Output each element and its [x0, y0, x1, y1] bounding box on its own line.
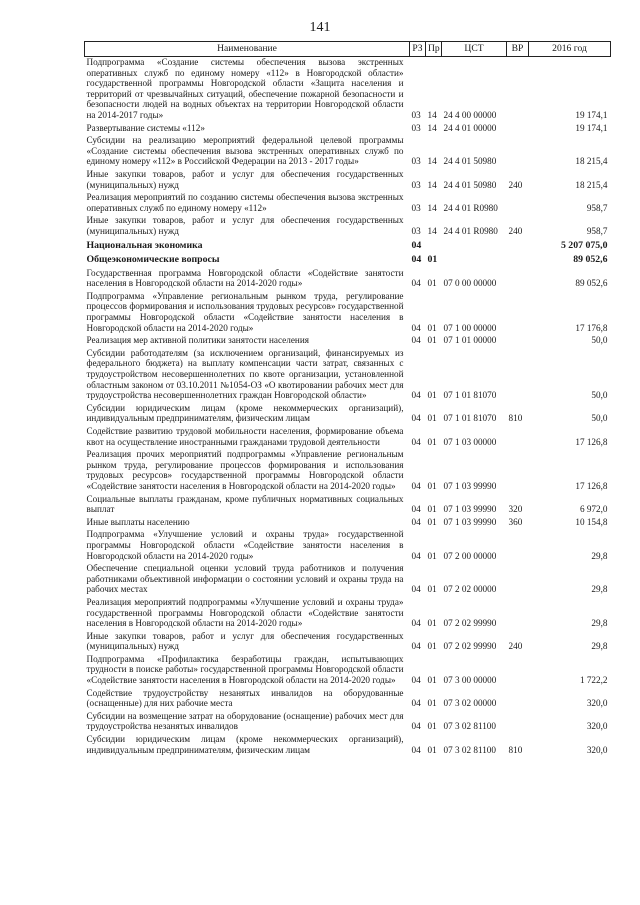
cell-sum: 29,8	[591, 641, 608, 652]
cell-cst	[442, 253, 507, 268]
cell-name: Социальные выплаты гражданам, кроме публичных нормативных социальных выплат	[86, 493, 404, 515]
cell-sum: 5 207 075,0	[560, 239, 608, 251]
cell-rz: 03	[411, 179, 421, 190]
cell-vr: 240	[508, 179, 523, 190]
cell-sum: 29,8	[591, 584, 608, 595]
cell-sum: 958,7	[586, 225, 608, 236]
cell-cst: 24 4 01 R0980	[443, 202, 498, 213]
cell-rz: 04	[411, 278, 421, 289]
cell-rz: 03	[411, 122, 421, 133]
cell-sum: 18 215,4	[575, 179, 608, 190]
cell-cst: 07 2 00 00000	[443, 550, 497, 561]
table-row	[85, 563, 611, 597]
cell-name: Национальная экономика	[86, 239, 203, 251]
cell-rz: 04	[411, 335, 421, 346]
table-row	[85, 192, 611, 215]
table-row	[85, 734, 611, 757]
cell-vr	[507, 348, 529, 403]
table-row	[85, 711, 611, 734]
table-row	[85, 597, 611, 631]
cell-rz: 04	[411, 322, 421, 333]
cell-vr	[507, 57, 529, 123]
cell-cst: 07 1 00 00000	[443, 322, 497, 333]
cell-name: Содействие развитию трудовой мобильности населения, формирование объема квот на осуществление иностранными гражданами трудовой деятельности	[86, 426, 404, 447]
cell-name: Иные закупки товаров, работ и услуг для обеспечения государственных (муниципальных) нужд	[86, 630, 404, 652]
cell-name: Развертывание системы «112»	[86, 122, 205, 133]
cell-rz: 04	[411, 698, 421, 709]
cell-name: Субсидии на возмещение затрат на оборудование (оснащение) рабочих мест для трудоустройства незанятых инвалидов	[86, 710, 404, 732]
cell-sum: 50,0	[591, 413, 608, 424]
table-row	[85, 631, 611, 654]
cell-cst: 24 4 01 00000	[443, 122, 497, 133]
cell-rz: 03	[411, 156, 421, 167]
cell-sum: 1 722,2	[579, 675, 608, 686]
cell-cst: 07 1 03 99990	[443, 516, 497, 527]
cell-pr: 01	[427, 436, 437, 447]
cell-name: Подпрограмма «Создание системы обеспечения вызова экстренных оперативных служб по единому номеру «112» в Новгородской области» государственной программы Новгородской области «Защита населения и территорий от чрезвычайных ситуаций, обеспечение пожарной безопасности и безопасности людей на водных объектах на территории Новгородской области на 2014-2017 годы»	[86, 57, 404, 120]
cell-rz: 04	[411, 516, 421, 527]
cell-sum: 320,0	[586, 721, 608, 732]
cell-name: Субсидии юридическим лицам (кроме некоммерческих организаций), индивидуальным предпринимателям, физическим лицам	[86, 734, 404, 755]
cell-sum: 89 052,6	[575, 278, 608, 289]
cell-cst: 07 2 02 00000	[443, 584, 497, 595]
cell-sum: 17 176,8	[575, 322, 608, 333]
cell-pr: 01	[427, 744, 437, 755]
cell-name: Реализация мероприятий по созданию системы обеспечения вызова экстренных оперативных служб по единому номеру «112»	[86, 192, 404, 213]
cell-pr: 14	[427, 156, 437, 167]
table-row	[85, 253, 611, 268]
cell-rz: 04	[411, 254, 422, 266]
table-row	[85, 517, 611, 530]
cell-sum: 89 052,6	[573, 254, 608, 266]
cell-pr	[426, 239, 442, 254]
cell-pr: 01	[427, 254, 438, 266]
cell-pr: 14	[427, 109, 437, 120]
cell-name: Подпрограмма «Управление региональным рынком труда, регулирование процессов формирования и использования трудовых ресурсов» государственной программы Новгородской области «Содействие занятости населения в Новгородской области на 2014-2020 годы»	[86, 290, 404, 333]
cell-pr: 01	[427, 390, 437, 401]
table-row	[85, 335, 611, 348]
cell-vr	[507, 335, 529, 348]
cell-sum: 18 215,4	[575, 156, 608, 167]
cell-rz: 04	[411, 480, 421, 491]
cell-rz: 04	[411, 436, 421, 447]
cell-vr	[507, 291, 529, 335]
cell-name: Иные закупки товаров, работ и услуг для обеспечения государственных (муниципальных) нужд	[86, 215, 404, 236]
cell-name: Реализация мероприятий подпрограммы «Улучшение условий и охраны труда» государственной программы Новгородской области «Содействие занятости населения в Новгородской области на 2014-2020 годы»	[86, 596, 404, 629]
table-row	[85, 688, 611, 711]
table-row	[85, 123, 611, 136]
cell-cst: 07 3 02 81100	[443, 721, 496, 732]
cell-sum: 19 174,1	[575, 109, 608, 120]
cell-vr	[507, 268, 529, 291]
cell-cst: 07 1 01 00000	[443, 335, 497, 346]
cell-rz: 04	[411, 744, 421, 755]
cell-pr: 01	[427, 335, 437, 346]
cell-name: Субсидии работодателям (за исключением организаций, финансируемых из федерального бюджета) на выплату компенсации части затрат, связанных с трудоустройством несовершеннолетних по квоте организации, установленной областным законом от 03.10.2011 №1054-ОЗ «О квотировании рабочих мест для трудоустройства несовершеннолетних граждан Новгородской области»	[86, 347, 404, 401]
table-header	[85, 42, 611, 57]
cell-rz: 04	[411, 618, 421, 629]
cell-name: Иные выплаты населению	[86, 516, 190, 527]
budget-table	[84, 41, 611, 757]
cell-rz: 04	[411, 721, 421, 732]
cell-cst: 07 1 01 81070	[443, 413, 497, 424]
cell-cst: 07 3 02 00000	[443, 698, 497, 709]
cell-cst: 24 4 01 R0980	[443, 225, 498, 236]
cell-rz: 04	[411, 504, 421, 515]
cell-cst: 07 2 02 99990	[443, 641, 497, 652]
cell-sum: 17 126,8	[575, 480, 608, 491]
cell-pr: 01	[427, 322, 437, 333]
page-number: 141	[309, 20, 331, 35]
cell-vr	[507, 563, 529, 597]
header-cst: ЦСТ	[442, 42, 507, 57]
cell-pr: 01	[427, 584, 437, 595]
cell-pr: 01	[427, 550, 437, 561]
cell-sum: 19 174,1	[575, 122, 608, 133]
cell-sum: 958,7	[586, 202, 608, 213]
cell-name: Субсидии юридическим лицам (кроме некоммерческих организаций), индивидуальным предпринимателям, физическим лицам	[86, 402, 404, 424]
cell-vr	[507, 239, 529, 254]
table-row	[85, 169, 611, 192]
cell-name: Содействие трудоустройству незанятых инвалидов на оборудованные (оснащенные) для них рабочие места	[86, 687, 404, 709]
cell-name: Государственная программа Новгородской области «Содействие занятости населения в Новгородской области на 2014-2020 годы»	[86, 267, 404, 289]
table-row	[85, 654, 611, 688]
table-row	[85, 426, 611, 449]
cell-sum: 50,0	[591, 390, 608, 401]
cell-cst: 07 1 01 81070	[443, 390, 497, 401]
cell-vr	[507, 688, 529, 711]
cell-pr: 14	[427, 225, 437, 236]
cell-rz: 03	[411, 202, 421, 213]
cell-pr: 01	[427, 413, 437, 424]
cell-cst: 07 1 03 99990	[443, 480, 497, 491]
table-row	[85, 57, 611, 123]
cell-vr: 240	[508, 641, 523, 652]
table-row	[85, 291, 611, 335]
cell-vr: 320	[508, 504, 523, 515]
header-vr: ВР	[507, 42, 529, 57]
cell-name: Реализация прочих мероприятий подпрограммы «Управление региональным рынком труда, регулирование процессов формирования и использования трудовых ресурсов» государственной программы Новгородской области «Содействие занятости населения в Новгородской области на 2014-2020 годы»	[86, 449, 404, 491]
header-name: Наименование	[85, 42, 410, 57]
cell-vr	[507, 192, 529, 215]
cell-cst	[442, 239, 507, 254]
cell-rz: 03	[411, 225, 421, 236]
table-row	[85, 348, 611, 403]
cell-vr: 810	[508, 744, 523, 755]
cell-pr: 14	[427, 179, 437, 190]
cell-vr	[507, 449, 529, 493]
cell-cst: 24 4 01 50980	[443, 179, 497, 190]
cell-sum: 29,8	[591, 550, 608, 561]
table-row	[85, 239, 611, 254]
cell-vr	[507, 253, 529, 268]
cell-pr: 14	[427, 122, 437, 133]
cell-name: Субсидии на реализацию мероприятий федеральной целевой программы «Создание системы обеспечения вызова экстренных оперативных служб по единому номеру «112» в Российской Федерации на 2013 - 2017 годы»	[86, 135, 404, 167]
cell-vr	[507, 135, 529, 169]
cell-name: Подпрограмма «Улучшение условий и охраны труда» государственной программы Новгородской области «Содействие занятости населения в Новгородской области на 2014-2020 годы»	[86, 529, 404, 561]
header-row	[85, 42, 611, 57]
table-row	[85, 529, 611, 563]
cell-vr	[507, 711, 529, 734]
cell-vr: 810	[508, 413, 523, 424]
table-row	[85, 268, 611, 291]
cell-rz: 04	[411, 390, 421, 401]
cell-rz: 03	[411, 109, 421, 120]
cell-sum: 6 972,0	[579, 504, 608, 515]
table-row	[85, 403, 611, 426]
cell-cst: 24 4 01 50980	[443, 156, 497, 167]
cell-pr: 01	[427, 618, 437, 629]
cell-rz: 04	[411, 239, 422, 251]
cell-pr: 01	[427, 516, 437, 527]
cell-cst: 24 4 00 00000	[443, 109, 497, 120]
cell-rz: 04	[411, 675, 421, 686]
cell-name: Реализация мер активной политики занятости населения	[86, 335, 309, 346]
cell-pr: 01	[427, 504, 437, 515]
cell-pr: 01	[427, 721, 437, 732]
table-row	[85, 215, 611, 238]
cell-vr: 240	[508, 225, 523, 236]
cell-sum: 17 126,8	[575, 436, 608, 447]
cell-cst: 07 1 03 00000	[443, 436, 497, 447]
cell-pr: 01	[427, 698, 437, 709]
cell-name: Общеэкономические вопросы	[86, 254, 220, 266]
cell-rz: 04	[411, 584, 421, 595]
cell-pr: 01	[427, 641, 437, 652]
cell-name: Подпрограмма «Профилактика безработицы граждан, испытывающих трудности в поиске работы» государственной программы Новгородской области «Содействие занятости населения в Новгородской области на 2014-2020 годы»	[86, 653, 404, 686]
cell-cst: 07 2 02 99990	[443, 618, 497, 629]
cell-pr: 01	[427, 278, 437, 289]
cell-rz: 04	[411, 641, 421, 652]
cell-sum: 320,0	[586, 698, 608, 709]
table-row	[85, 494, 611, 517]
cell-cst: 07 3 02 81100	[443, 744, 496, 755]
cell-pr: 01	[427, 480, 437, 491]
table-row	[85, 135, 611, 169]
cell-pr: 01	[427, 675, 437, 686]
cell-vr	[507, 123, 529, 136]
cell-vr	[507, 426, 529, 449]
cell-sum: 10 154,8	[575, 516, 608, 527]
cell-cst: 07 3 00 00000	[443, 675, 497, 686]
cell-name: Иные закупки товаров, работ и услуг для обеспечения государственных (муниципальных) нужд	[86, 168, 404, 190]
cell-pr: 14	[427, 202, 437, 213]
header-pr: Пр	[426, 42, 442, 57]
cell-vr	[507, 654, 529, 688]
cell-sum: 50,0	[591, 335, 608, 346]
cell-vr	[507, 597, 529, 631]
cell-sum: 29,8	[591, 618, 608, 629]
table-body	[85, 57, 611, 758]
cell-name: Обеспечение специальной оценки условий труда работников и получения работниками объективной информации о состоянии условий и охраны труда на рабочих местах	[86, 563, 404, 595]
table-row	[85, 449, 611, 493]
cell-cst: 07 1 03 99990	[443, 504, 497, 515]
cell-rz: 04	[411, 413, 421, 424]
cell-rz: 04	[411, 550, 421, 561]
cell-vr: 360	[508, 516, 523, 527]
cell-vr	[507, 529, 529, 563]
header-sum: 2016 год	[529, 42, 611, 57]
header-rz: РЗ	[410, 42, 426, 57]
cell-cst: 07 0 00 00000	[443, 278, 497, 289]
cell-sum: 320,0	[586, 744, 608, 755]
